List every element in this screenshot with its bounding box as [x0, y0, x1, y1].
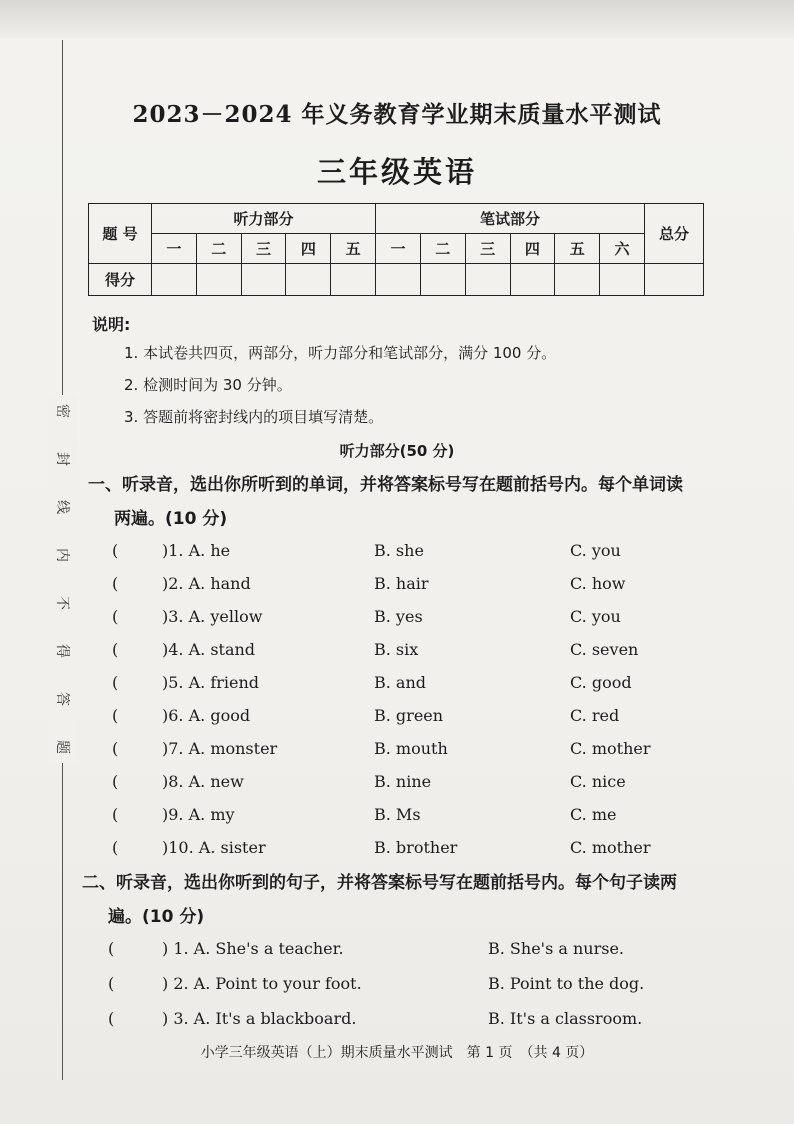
option-a: )7. A. monster	[162, 739, 278, 758]
answer-paren[interactable]: (	[112, 673, 119, 692]
answer-paren[interactable]: (	[112, 607, 119, 626]
answer-paren[interactable]: (	[112, 706, 119, 725]
writing-num: 六	[600, 234, 645, 264]
sentence-row	[108, 974, 728, 998]
answer-paren[interactable]: (	[112, 574, 119, 593]
binding-char: 封	[54, 452, 70, 466]
question-row	[112, 805, 732, 829]
option-c: C. seven	[570, 640, 639, 659]
part1-instruction-line2: 两遍。(10 分)	[114, 509, 228, 529]
option-b: B. green	[374, 706, 444, 725]
binding-char: 答	[54, 692, 70, 706]
binding-char: 得	[54, 644, 70, 658]
option-b: B. mouth	[374, 739, 448, 758]
option-a: ) 2. A. Point to your foot.	[162, 974, 362, 993]
notes-heading: 说明:	[92, 315, 131, 334]
answer-paren[interactable]: (	[112, 640, 119, 659]
listening-section-title: 听力部分(50 分)	[339, 442, 455, 460]
binding-char: 线	[54, 500, 70, 514]
option-c: C. you	[570, 607, 621, 626]
writing-num: 三	[465, 234, 510, 264]
question-row	[112, 607, 732, 631]
option-c: C. nice	[570, 772, 626, 791]
answer-paren[interactable]: (	[112, 541, 119, 560]
binding-char: 内	[54, 548, 70, 562]
question-row	[112, 541, 732, 565]
question-row	[112, 673, 732, 697]
option-c: C. me	[570, 805, 617, 824]
score-cell[interactable]	[555, 264, 600, 296]
option-b: B. Ms	[374, 805, 421, 824]
option-b: B. and	[374, 673, 427, 692]
option-b: B. she	[374, 541, 424, 560]
listening-num: 四	[286, 234, 331, 264]
option-a: )1. A. he	[162, 541, 231, 560]
part1-instruction-line1: 一、听录音，选出你所听到的单词，并将答案标号写在题前括号内。每个单词读	[88, 475, 683, 495]
part2-instruction-line2: 遍。(10 分)	[108, 907, 205, 927]
question-row	[112, 574, 732, 598]
option-b: B. yes	[374, 607, 423, 626]
score-cell[interactable]	[241, 264, 286, 296]
part1-instruction	[88, 468, 728, 536]
option-a: ) 1. A. She's a teacher.	[162, 939, 344, 958]
listening-num: 一	[152, 234, 197, 264]
option-a: )4. A. stand	[162, 640, 256, 659]
answer-paren[interactable]: (	[108, 939, 115, 958]
writing-num: 一	[376, 234, 421, 264]
option-b: B. It's a classroom.	[488, 1009, 643, 1028]
score-cell[interactable]	[331, 264, 376, 296]
option-a: )2. A. hand	[162, 574, 251, 593]
option-a: )10. A. sister	[162, 838, 266, 857]
answer-paren[interactable]: (	[108, 1009, 115, 1028]
question-row	[112, 706, 732, 730]
listening-num: 三	[241, 234, 286, 264]
option-b: B. Point to the dog.	[488, 974, 645, 993]
question-row	[112, 739, 732, 763]
total-score-cell[interactable]	[645, 264, 704, 296]
writing-num: 四	[510, 234, 555, 264]
score-cell[interactable]	[286, 264, 331, 296]
page-footer: 小学三年级英语（上）期末质量水平测试 第 1 页 （共 4 页）	[200, 1045, 594, 1061]
answer-paren[interactable]: (	[112, 838, 119, 857]
exam-title: 2023－2024 年义务教育学业期末质量水平测试	[132, 101, 662, 128]
option-a: )5. A. friend	[162, 673, 260, 692]
option-a: )8. A. new	[162, 772, 244, 791]
binding-char: 密	[54, 404, 70, 418]
part2-instruction	[82, 866, 722, 934]
option-c: C. how	[570, 574, 626, 593]
score-cell[interactable]	[152, 264, 197, 296]
option-a: )9. A. my	[162, 805, 235, 824]
answer-paren[interactable]: (	[112, 772, 119, 791]
score-label: 得分	[89, 264, 152, 296]
top-scan-strip	[0, 0, 794, 38]
binding-char: 题	[54, 740, 70, 754]
option-c: C. mother	[570, 739, 651, 758]
option-b: B. nine	[374, 772, 432, 791]
score-cell[interactable]	[196, 264, 241, 296]
option-b: B. brother	[374, 838, 458, 857]
listening-header: 听力部分	[152, 204, 376, 234]
writing-num: 五	[555, 234, 600, 264]
sentence-row	[108, 1009, 728, 1033]
sentence-row	[108, 939, 728, 963]
option-a: )3. A. yellow	[162, 607, 263, 626]
score-cell[interactable]	[510, 264, 555, 296]
writing-num: 二	[420, 234, 465, 264]
answer-paren[interactable]: (	[112, 805, 119, 824]
total-header: 总分	[645, 204, 704, 264]
option-c: C. good	[570, 673, 632, 692]
binding-char: 不	[54, 596, 70, 610]
question-row	[112, 640, 732, 664]
answer-paren[interactable]: (	[112, 739, 119, 758]
score-cell[interactable]	[420, 264, 465, 296]
option-a: )6. A. good	[162, 706, 251, 725]
part2-instruction-line1: 二、听录音，选出你听到的句子，并将答案标号写在题前括号内。每个句子读两	[82, 873, 677, 893]
score-cell[interactable]	[376, 264, 421, 296]
option-b: B. She's a nurse.	[488, 939, 625, 958]
score-cell[interactable]	[600, 264, 645, 296]
question-number-label: 题 号	[89, 204, 152, 264]
exam-subtitle: 三年级英语	[316, 155, 477, 189]
score-table	[88, 203, 704, 296]
question-row	[112, 772, 732, 796]
note-item: 3. 答题前将密封线内的项目填写清楚。	[124, 408, 384, 426]
option-c: C. you	[570, 541, 621, 560]
writing-header: 笔试部分	[376, 204, 645, 234]
option-c: C. mother	[570, 838, 651, 857]
listening-num: 二	[196, 234, 241, 264]
score-cell[interactable]	[465, 264, 510, 296]
option-a: ) 3. A. It's a blackboard.	[162, 1009, 357, 1028]
answer-paren[interactable]: (	[108, 974, 115, 993]
question-row	[112, 838, 732, 862]
listening-num: 五	[331, 234, 376, 264]
note-item: 1. 本试卷共四页，两部分，听力部分和笔试部分，满分 100 分。	[124, 344, 557, 362]
option-b: B. six	[374, 640, 419, 659]
option-b: B. hair	[374, 574, 429, 593]
note-item: 2. 检测时间为 30 分钟。	[124, 376, 292, 394]
option-c: C. red	[570, 706, 620, 725]
